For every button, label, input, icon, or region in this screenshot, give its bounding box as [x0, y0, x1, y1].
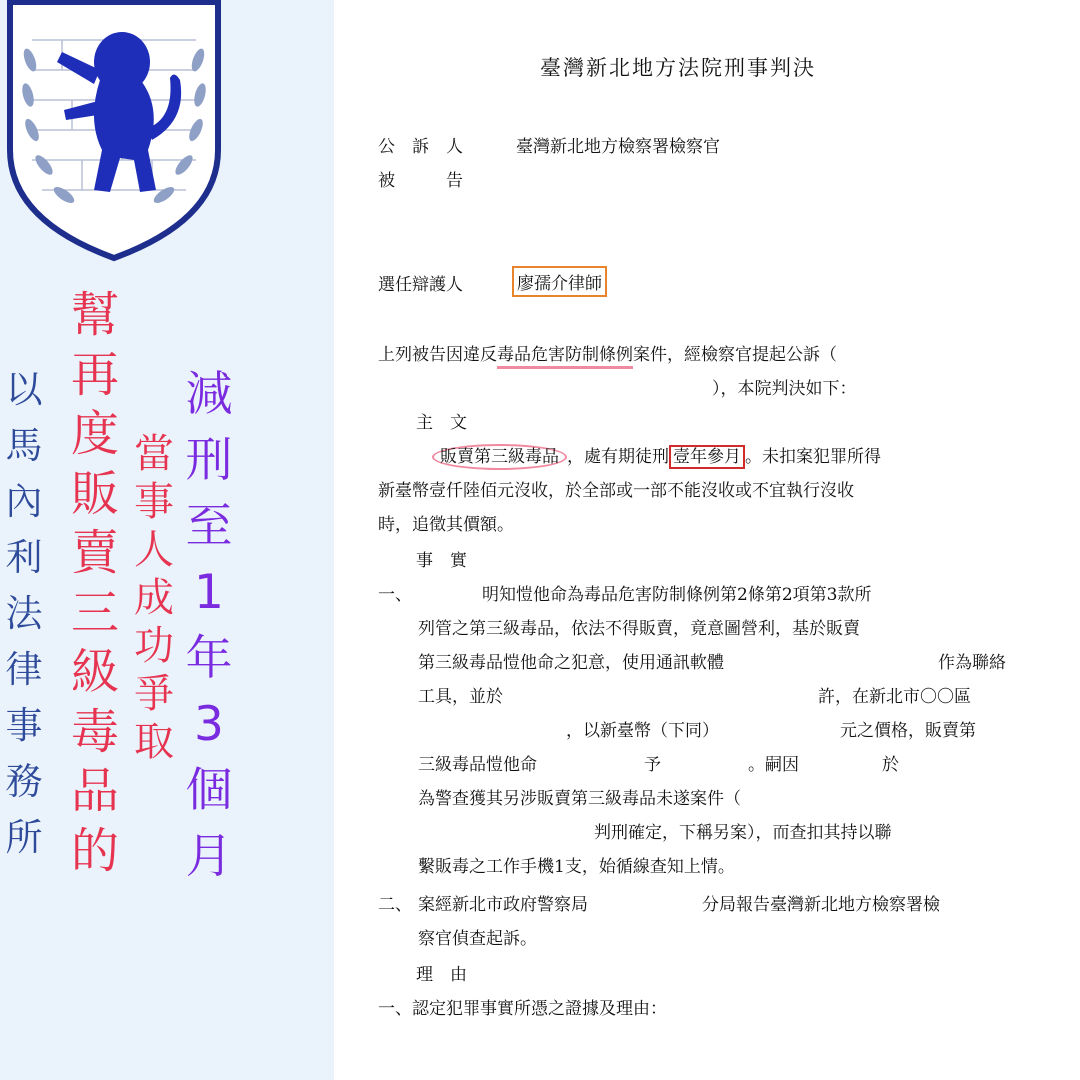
document-title: 臺灣新北地方法院刑事判決 — [540, 56, 816, 80]
counsel-label: 選任辯護人 — [378, 275, 463, 295]
fact-1-line-5a: ，以新臺幣（下同） — [566, 721, 719, 741]
headline-char: 成 — [134, 575, 174, 621]
intro-text: 案件，經檢察官提起公訴（ — [633, 345, 837, 365]
headline-char: 毒 — [70, 703, 119, 760]
result-char: 月 — [185, 829, 233, 884]
fact-1-line-9: 繫販毒之工作手機1支，始循線查知上情。 — [418, 857, 735, 877]
defendant-label: 被 告 — [378, 171, 463, 191]
facts-heading: 事 實 — [416, 551, 467, 571]
firm-char: 事 — [5, 704, 43, 747]
judgment-document — [370, 0, 1060, 1080]
intro-text: 上列被告因違反 — [378, 345, 497, 365]
result-char: 個 — [185, 763, 233, 818]
fact-1-line-8: 判刑確定，下稱另案），而查扣其持以聯 — [594, 823, 892, 843]
fact-1-line-5b: 元之價格，販賣第 — [840, 721, 976, 741]
main-text: ，處有期徒刑 — [567, 447, 669, 467]
firm-char: 馬 — [5, 424, 43, 467]
fact-1-line-7: 為警查獲其另涉販賣第三級毒品未遂案件（ — [418, 789, 741, 809]
headline-char: 再 — [70, 346, 119, 403]
firm-char: 務 — [5, 760, 43, 803]
intro-line-1 — [378, 340, 837, 365]
headline-char: 取 — [134, 719, 174, 765]
fact-1-line-6d: 於 — [882, 755, 899, 775]
counsel-name-highlight: 廖孺介律師 — [512, 266, 607, 297]
result-char: 至 — [185, 499, 233, 554]
firm-char: 律 — [5, 648, 43, 691]
intro-line-2: ），本院判決如下： — [712, 379, 857, 399]
firm-char: 所 — [5, 816, 43, 859]
firm-char: 法 — [5, 592, 43, 635]
headline-char: 事 — [134, 479, 174, 525]
headline-char: 爭 — [134, 671, 174, 717]
headline-char: 人 — [134, 527, 174, 573]
result-char: 3 — [194, 697, 224, 752]
crime-highlight: 販賣第三級毒品 — [432, 444, 567, 470]
reasons-heading: 理 由 — [416, 965, 467, 985]
firm-char: 內 — [5, 480, 43, 523]
headline-char: 級 — [70, 644, 119, 700]
fact-2-line-2: 察官偵查起訴。 — [418, 929, 537, 949]
lion-shield-emblem-icon — [2, 0, 226, 262]
fact-1-line-6b: 予 — [644, 755, 661, 775]
prosecutor-label: 公 訴 人 — [378, 137, 463, 157]
headline-char: 功 — [134, 623, 174, 669]
fact-1-line-3b: 作為聯絡 — [938, 653, 1006, 673]
main-text: 。未扣案犯罪所得 — [745, 447, 881, 467]
sentence-term-highlight: 壹年參月 — [669, 445, 745, 469]
fact-1-line-4a: 工具，並於 — [418, 687, 503, 707]
headline-char: 的 — [70, 822, 119, 879]
result-char: 1 — [194, 565, 224, 620]
promo-sidebar — [0, 0, 334, 1080]
fact-1-number: 一、 — [378, 585, 412, 605]
headline-char: 品 — [70, 763, 119, 819]
fact-2-number: 二、 — [378, 895, 412, 915]
headline-char: 賣 — [70, 525, 119, 581]
headline-char: 幫 — [70, 287, 119, 343]
main-text-line-1 — [432, 442, 881, 467]
fact-1-line-4b: 許，在新北市〇〇區 — [818, 687, 971, 707]
result-char: 刑 — [185, 433, 233, 488]
law-name-highlight: 毒品危害防制條例 — [497, 345, 633, 369]
prosecutor-value: 臺灣新北地方檢察署檢察官 — [516, 137, 720, 157]
law-firm-name — [2, 362, 46, 866]
headline-char: 當 — [134, 431, 174, 477]
fact-1-line-3a: 第三級毒品愷他命之犯意，使用通訊軟體 — [418, 653, 724, 673]
fact-1-line-2: 列管之第三級毒品，依法不得販賣，竟意圖營利，基於販賣 — [418, 619, 860, 639]
headline-char: 三 — [70, 584, 119, 641]
headline-result — [180, 362, 238, 890]
result-char: 年 — [185, 631, 233, 686]
headline-char: 販 — [70, 465, 119, 522]
main-heading: 主 文 — [416, 413, 467, 433]
headline-party — [128, 430, 180, 766]
headline-char: 度 — [70, 406, 119, 462]
fact-2-line-1a: 案經新北市政府警察局 — [418, 895, 588, 915]
fact-1-line-1: 明知愷他命為毒品危害防制條例第2條第2項第3款所 — [482, 585, 872, 605]
result-char: 減 — [185, 367, 233, 422]
fact-2-line-1b: 分局報告臺灣新北地方檢察署檢 — [702, 895, 940, 915]
headline-resell — [66, 286, 124, 881]
main-text-line-2: 新臺幣壹仟陸佰元沒收，於全部或一部不能沒收或不宜執行沒收 — [378, 481, 854, 501]
fact-1-line-6c: 。嗣因 — [748, 755, 799, 775]
reason-1: 一、認定犯罪事實所憑之證據及理由： — [378, 999, 667, 1019]
main-text-line-3: 時，追徵其價額。 — [378, 515, 514, 535]
firm-char: 以 — [5, 368, 43, 411]
firm-char: 利 — [5, 536, 43, 579]
fact-1-line-6a: 三級毒品愷他命 — [418, 755, 537, 775]
